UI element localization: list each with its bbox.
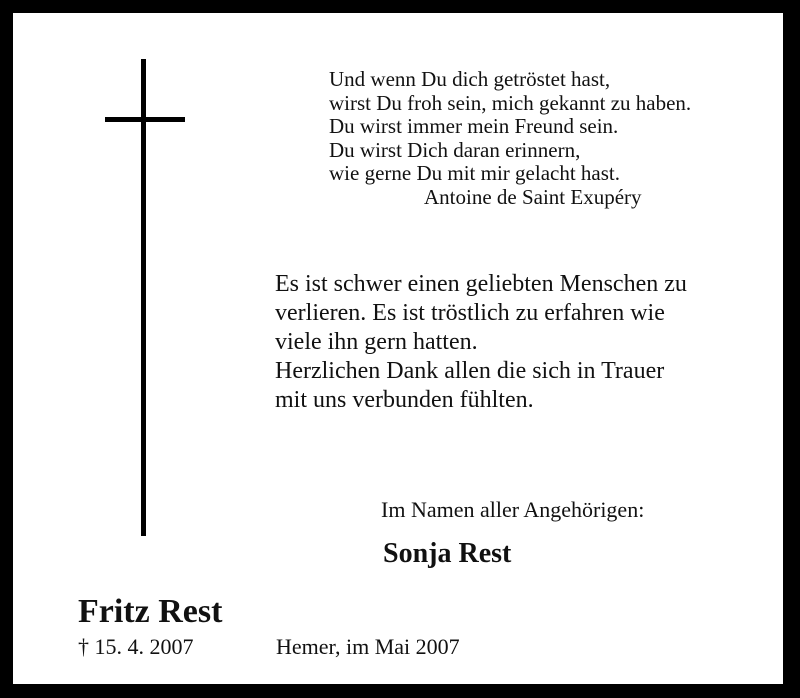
message-line: verlieren. Es ist tröstlich zu erfahren wie [275, 300, 665, 326]
poem-line: Und wenn Du dich getröstet hast, [329, 67, 611, 91]
poem-line: Du wirst Dich daran erinnern, [329, 137, 581, 162]
thank-you-message [275, 270, 687, 415]
poem-line: wie gerne Du mit mir gelacht hast. [329, 161, 620, 185]
poem-line: Du wirst immer mein Freund sein. [329, 114, 619, 138]
poem-quote [329, 68, 691, 209]
message-line: viele ihn gern hatten. [275, 329, 478, 355]
poem-line: wirst Du froh sein, mich gekannt zu haben. [329, 90, 692, 115]
message-line: Herzlichen Dank allen die sich in Trauer [275, 358, 665, 384]
place-and-date: Hemer, im Mai 2007 [276, 634, 460, 659]
signer-name: Sonja Rest [383, 538, 512, 569]
message-line: mit uns verbunden fühlten. [275, 387, 534, 413]
message-line: Es ist schwer einen geliebten Menschen zu [275, 271, 687, 297]
cross-icon-vertical-bar [141, 59, 146, 536]
poem-author: Antoine de Saint Exupéry [424, 184, 642, 209]
deceased-name: Fritz Rest [78, 593, 223, 630]
cross-icon-horizontal-bar [105, 117, 185, 122]
death-date: † 15. 4. 2007 [78, 634, 194, 659]
obituary-notice [13, 13, 783, 684]
signoff-text: Im Namen aller Angehörigen: [381, 497, 645, 522]
